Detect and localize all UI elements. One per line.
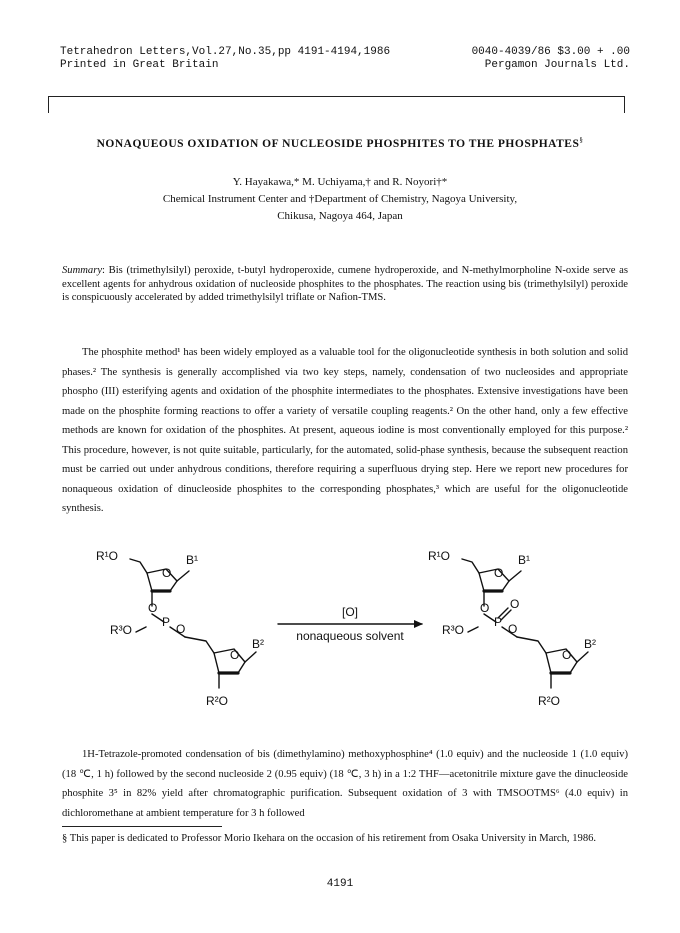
- summary-label: Summary: [62, 265, 103, 276]
- arrow-reagent: [O]: [341, 605, 359, 619]
- bridge-o-label: O: [148, 601, 158, 615]
- journal-citation: Tetrahedron Letters,Vol.27,No.35,pp 4191-4194,1986: [60, 46, 391, 58]
- footnote: § This paper is dedicated to Professor Morio Ikehara on the occasion of his retirement from Osaka University in March, 1986.: [62, 833, 597, 844]
- p-label-product: P: [494, 615, 503, 629]
- r1-label: R¹O: [96, 549, 118, 563]
- printed-location: Printed in Great Britain: [60, 59, 219, 71]
- ring-o2-label-product: O: [562, 648, 572, 662]
- r1-label-product: R¹O: [428, 549, 450, 563]
- ring-o2-label: O: [230, 648, 240, 662]
- running-header-line-1: [60, 46, 630, 59]
- phosphate-structure: [462, 559, 588, 688]
- header-frame: [48, 96, 625, 113]
- title-footnote-mark: §: [579, 136, 584, 144]
- r3-label: R³O: [110, 623, 132, 637]
- affiliation-line-1: Chemical Instrument Center and †Department of Chemistry, Nagoya University,: [162, 193, 518, 205]
- b2-label-product: B²: [584, 637, 596, 651]
- r2-label: R²O: [206, 694, 228, 708]
- intro-paragraph: The phosphite method¹ has been widely employed as a valuable tool for the oligonucleotide synthesis in both solution and solid phases.² The synthesis is generally accomplished via two key steps, namely, condensation of two nucleosides and appropriate phospho (III) esterifying agents and oxidation of the phosphite intermediates to the phosphates. Extensive investigations have been made on the phosphite forming reactions to offer a variety of versatile coupling reagents.² On the other hand, only a few effective methods are known for oxidation of the phosphites. At present, aqueous iodine is most conventionally employed for this purpose.² This procedure, however, is not quite suitable, particularly, for the automated, solid-phase synthesis, because the subsequent reaction must be carried out under anhydrous conditions, therefore requiring a superfluous drying step. Here we report new procedures for nonaqueous oxidation of dinucleoside phosphites to the corresponding phosphates,³ which are useful for the oligonucleotide synthesis.: [62, 347, 628, 514]
- b2-label: B²: [252, 637, 264, 651]
- b1-label-product: B¹: [518, 553, 530, 567]
- footnote-rule: [62, 826, 222, 827]
- phosphite-structure: [130, 559, 256, 688]
- publisher: Pergamon Journals Ltd.: [484, 59, 630, 71]
- price-code: 0040-4039/86 $3.00 + .00: [471, 46, 630, 58]
- running-header-line-2: [60, 59, 630, 72]
- b1-label: B¹: [186, 553, 198, 567]
- r3-label-product: R³O: [442, 623, 464, 637]
- arrow-condition: nonaqueous solvent: [296, 629, 404, 643]
- bridge-o2-label: O: [176, 622, 186, 636]
- summary: [62, 264, 628, 305]
- page-number: 4191: [326, 878, 354, 890]
- authors: Y. Hayakawa,* M. Uchiyama,† and R. Noyori†*: [232, 176, 448, 188]
- affiliation-line-2: Chikusa, Nagoya 464, Japan: [277, 210, 403, 222]
- p-label: P: [162, 615, 171, 629]
- ring-o-label-product: O: [494, 566, 504, 580]
- ring-o-label: O: [162, 566, 172, 580]
- reaction-scheme: [90, 528, 600, 728]
- r2-label-product: R²O: [538, 694, 560, 708]
- summary-text: : Bis (trimethylsilyl) peroxide, t-butyl hydroperoxide, cumene hydroperoxide, and N-methylmorpholine N-oxide serve as excellent agents for anhydrous oxidation of nucleoside phosphites to the phosphates. The reaction using bis (trimethylsilyl) peroxide is conspicuously accelerated by added trimethylsilyl triflate or Nafion-TMS.: [62, 265, 628, 304]
- bridge-o2-label-product: O: [508, 622, 518, 636]
- bridge-o-label-product: O: [480, 601, 490, 615]
- continuation-paragraph: 1H-Tetrazole-promoted condensation of bis (dimethylamino) methoxyphosphine⁴ (1.0 equiv) and the nucleoside 1 (1.0 equiv) (18 ℃, 1 h) followed by the second nucleoside 2 (0.95 equiv) (18 ℃, 3 h) in a 1:2 THF—acetonitrile mixture gave the dinucleoside phosphite 3⁵ in 82% yield after chromatographic purification. Subsequent oxidation of 3 with TMSOOTMS⁶ (4.0 equiv) in dichloromethane at ambient temperature for 3 h followed: [62, 749, 628, 819]
- oxo-o-label-product: O: [510, 597, 520, 611]
- paper-title: NONAQUEOUS OXIDATION OF NUCLEOSIDE PHOSPHITES TO THE PHOSPHATES§: [96, 136, 584, 150]
